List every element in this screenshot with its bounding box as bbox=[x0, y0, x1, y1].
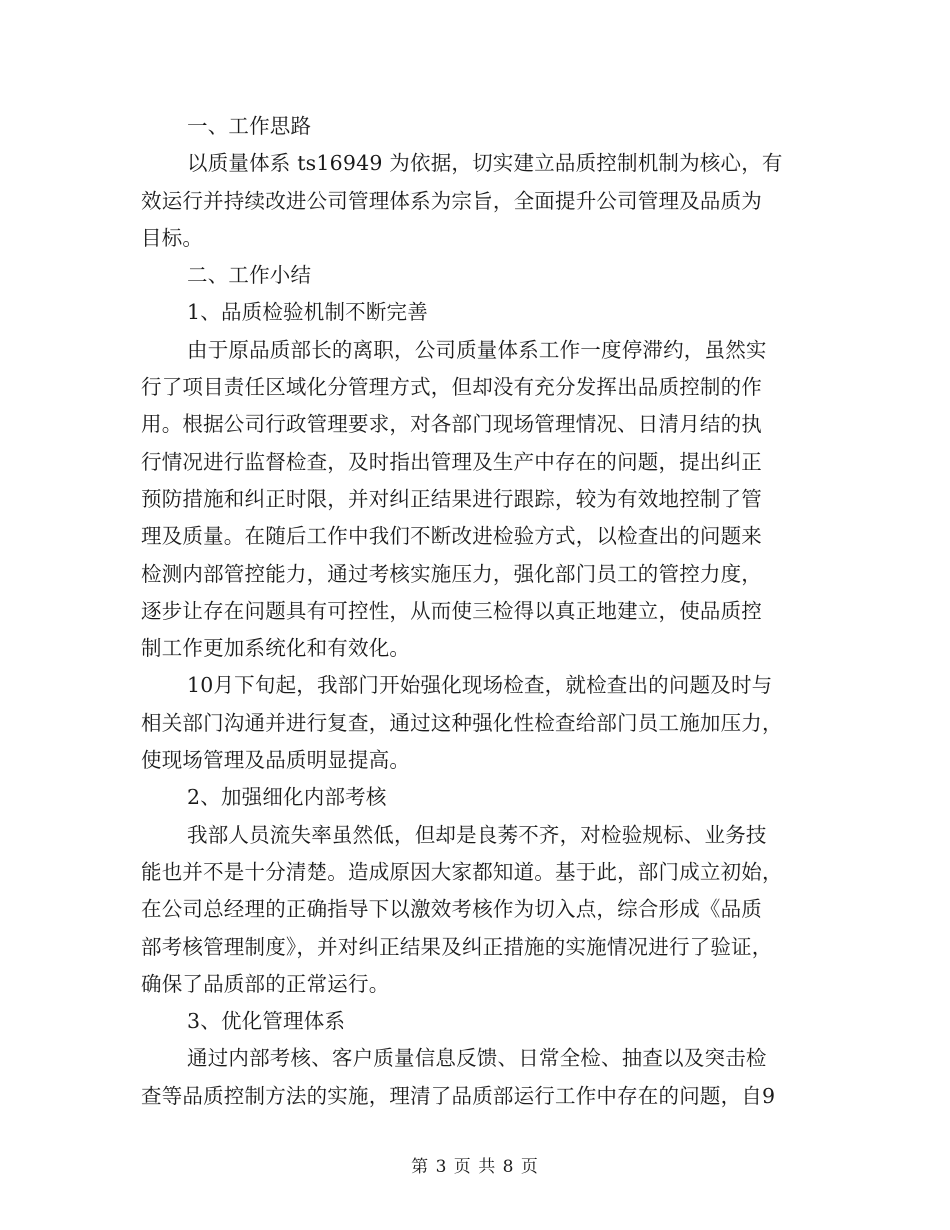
text-line: 行情况进行监督检查，及时指出管理及生产中存在的问题，提出纠正 bbox=[141, 449, 762, 474]
text-line: 逐步让存在问题具有可控性，从而使三检得以真正地建立，使品质控 bbox=[141, 598, 762, 623]
text-line: 能也并不是十分清楚。造成原因大家都知道。基于此，部门成立初始， bbox=[141, 859, 783, 884]
page-number: 第 3 页 共 8 页 bbox=[411, 1157, 539, 1177]
text-line: 相关部门沟通并进行复查，通过这种强化性检查给部门员工施加压力， bbox=[141, 710, 783, 735]
text-line: 行了项目责任区域化分管理方式，但却没有充分发挥出品质控制的作 bbox=[141, 375, 762, 400]
text-line: 10月下旬起，我部门开始强化现场检查，就检查出的问题及时与 bbox=[187, 673, 773, 698]
text-line: 2、加强细化内部考核 bbox=[187, 785, 387, 810]
text-line: 目标。 bbox=[141, 225, 204, 250]
text-line: 1、品质检验机制不断完善 bbox=[187, 300, 428, 325]
text-line: 由于原品质部长的离职，公司质量体系工作一度停滞约，虽然实 bbox=[187, 337, 767, 362]
text-line: 效运行并持续改进公司管理体系为宗旨，全面提升公司管理及品质为 bbox=[141, 188, 762, 213]
text-line: 部考核管理制度》，并对纠正结果及纠正措施的实施情况进行了验证， bbox=[141, 934, 773, 959]
text-line: 在公司总经理的正确指导下以激效考核作为切入点，综合形成《品质 bbox=[141, 897, 762, 922]
text-line: 一、工作思路 bbox=[187, 114, 312, 138]
text-line: 3、优化管理体系 bbox=[187, 1009, 346, 1034]
text-line: 通过内部考核、客户质量信息反馈、日常全检、抽查以及突击检 bbox=[187, 1046, 767, 1071]
text-line: 检测内部管控能力，通过考核实施压力，强化部门员工的管控力度， bbox=[141, 561, 762, 586]
text-line: 制工作更加系统化和有效化。 bbox=[141, 636, 411, 661]
text-line: 预防措施和纠正时限，并对纠正结果进行跟踪，较为有效地控制了管 bbox=[141, 486, 762, 511]
text-line: 查等品质控制方法的实施，理清了品质部运行工作中存在的问题，自9 bbox=[141, 1083, 776, 1108]
document-body bbox=[141, 108, 809, 1115]
text-line: 使现场管理及品质明显提高。 bbox=[141, 748, 411, 773]
text-line: 我部人员流失率虽然低，但却是良莠不齐，对检验规标、业务技 bbox=[187, 822, 767, 847]
text-line: 二、工作小结 bbox=[187, 263, 312, 288]
text-line: 用。根据公司行政管理要求，对各部门现场管理情况、日清月结的执 bbox=[141, 412, 762, 437]
text-line: 确保了品质部的正常运行。 bbox=[141, 971, 390, 996]
text-line: 理及质量。在随后工作中我们不断改进检验方式，以检查出的问题来 bbox=[141, 524, 762, 549]
text-line: 以质量体系 ts16949 为依据，切实建立品质控制机制为核心，有 bbox=[187, 151, 783, 176]
